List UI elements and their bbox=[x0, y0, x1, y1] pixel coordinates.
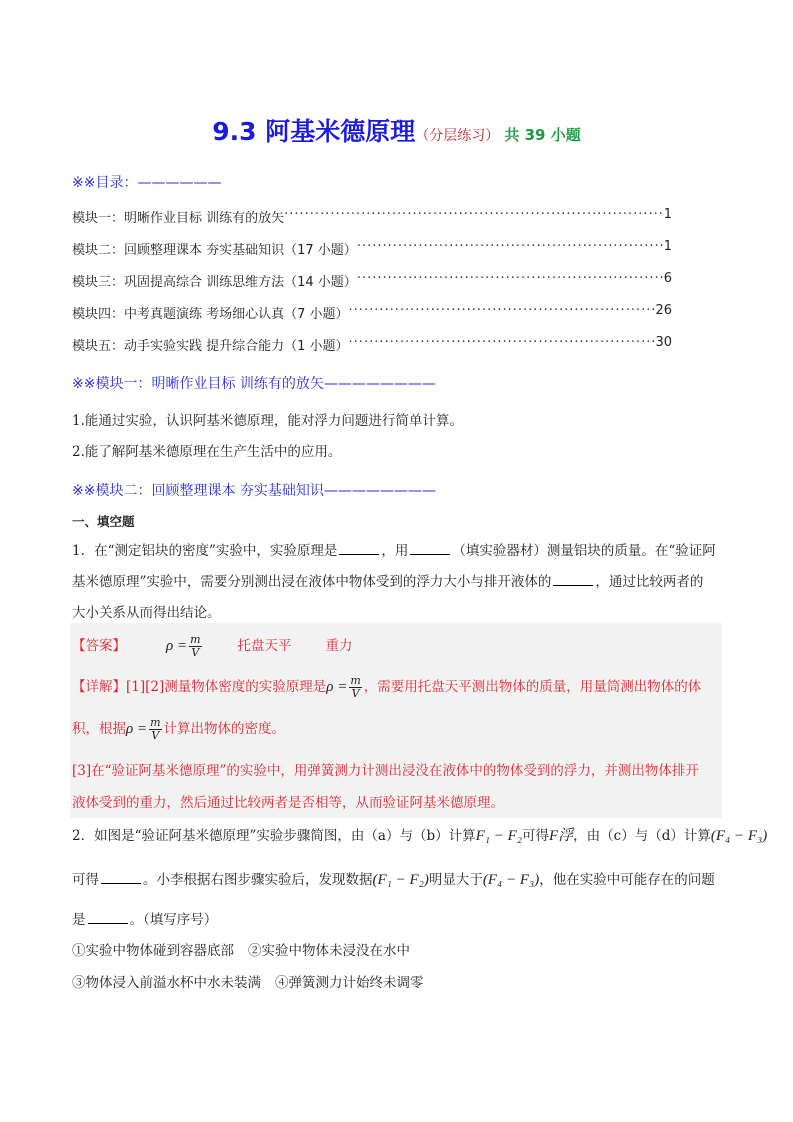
detail-line3: [3]在“验证阿基米德原理”的实验中，用弹簧测力计测出浸没在液体中的物体受到的浮力，并测出物体排开 bbox=[72, 763, 699, 779]
q1-line1: 1．在“测定铝块的密度”实验中，实验原理是 ，用 （填实验器材）测量铝块的质量。在“验证阿 bbox=[72, 543, 716, 559]
option-3: ③物体浸入前溢水杯中水未装满 bbox=[72, 975, 261, 991]
title-sub: （分层练习） bbox=[415, 128, 500, 144]
answer-blank[interactable] bbox=[339, 542, 379, 555]
toc-label: 模块四：中考真题演练 考场细心认真（7 小题） bbox=[72, 307, 349, 322]
title-main: 9.3 阿基米德原理 bbox=[212, 117, 416, 146]
toc-label: 模块三：巩固提高综合 训练思维方法（14 小题） bbox=[72, 275, 357, 290]
module2-heading: ※※模块二：回顾整理课本 夯实基础知识———————— bbox=[72, 483, 436, 499]
toc-item[interactable] bbox=[72, 239, 672, 258]
option-1: ①实验中物体碰到容器底部 bbox=[72, 943, 234, 959]
toc-page: 30 bbox=[655, 335, 672, 350]
answer-blank[interactable] bbox=[410, 542, 450, 555]
detail-line1: 【详解】[1][2]测量物体密度的实验原理是ρ = $\frac{m}{V}$ ，需要用托盘天平测出物体的质量，用量筒测出物体的体 bbox=[72, 674, 702, 700]
page-title bbox=[0, 112, 793, 148]
goal-2: 2.能了解阿基米德原理在生产生活中的应用。 bbox=[72, 444, 342, 460]
option-2: ②实验中物体未浸没在水中 bbox=[248, 943, 410, 959]
toc-label: 模块五：动手实验实践 提升综合能力（1 小题） bbox=[72, 339, 349, 354]
q1-line2: 基米德原理”实验中，需要分别测出浸在液体中物体受到的浮力大小与排开液体的 ，通过比较两者的 bbox=[72, 574, 704, 590]
answer-blank[interactable] bbox=[553, 573, 593, 586]
answer-blank[interactable] bbox=[88, 911, 128, 924]
q2-options-1 bbox=[72, 939, 410, 959]
toc-page: 6 bbox=[663, 271, 672, 286]
toc-item[interactable] bbox=[72, 335, 672, 354]
module1-heading: ※※模块一：明晰作业目标 训练有的放矢———————— bbox=[72, 376, 436, 392]
toc-heading: ※※目录：—————— bbox=[72, 175, 222, 191]
toc-item[interactable] bbox=[72, 303, 672, 322]
option-4: ④弹簧测力计始终未调零 bbox=[275, 975, 424, 991]
toc-item[interactable] bbox=[72, 207, 672, 226]
question-count: 共 39 小题 bbox=[504, 126, 581, 144]
toc-page: 26 bbox=[655, 303, 672, 318]
q1-line3: 大小关系从而得出结论。 bbox=[72, 605, 221, 621]
goal-1: 1.能通过实验，认识阿基米德原理，能对浮力问题进行简单计算。 bbox=[72, 413, 463, 429]
detail-line4: 液体受到的重力，然后通过比较两者是否相等，从而验证阿基米德原理。 bbox=[72, 795, 504, 811]
q2-line1: 2．如图是“验证阿基米德原理”实验步骤简图，由（a）与（b）计算F₁ − F₂可得F浮，由（c）与（d）计算(F₄ − F₃) bbox=[72, 828, 768, 844]
toc-page: 1 bbox=[663, 207, 672, 222]
q2-line3: 是 。（填写序号） bbox=[72, 912, 218, 928]
q2-line2: 可得 。小李根据右图步骤实验后，发现数据(F₁ − F₂)明显大于(F₄ − F₃)，他在实验中可能存在的问题 bbox=[72, 872, 715, 888]
toc-page: 1 bbox=[663, 239, 672, 254]
detail-line2: 积，根据ρ = $\frac{m}{V}$ 计算出物体的密度。 bbox=[72, 716, 286, 742]
answer-blank[interactable] bbox=[101, 871, 141, 884]
section-heading: 一、填空题 bbox=[72, 514, 135, 529]
answer-label: 【答案】 bbox=[72, 638, 126, 654]
answer-line: 【答案】 ρ = $\frac{m}{V}$ 托盘天平 重力 bbox=[72, 633, 353, 659]
toc-item[interactable] bbox=[72, 271, 672, 290]
toc-label: 模块一：明晰作业目标 训练有的放矢 bbox=[72, 211, 285, 226]
toc-label: 模块二：回顾整理课本 夯实基础知识（17 小题） bbox=[72, 243, 357, 258]
q2-options-2 bbox=[72, 971, 424, 991]
